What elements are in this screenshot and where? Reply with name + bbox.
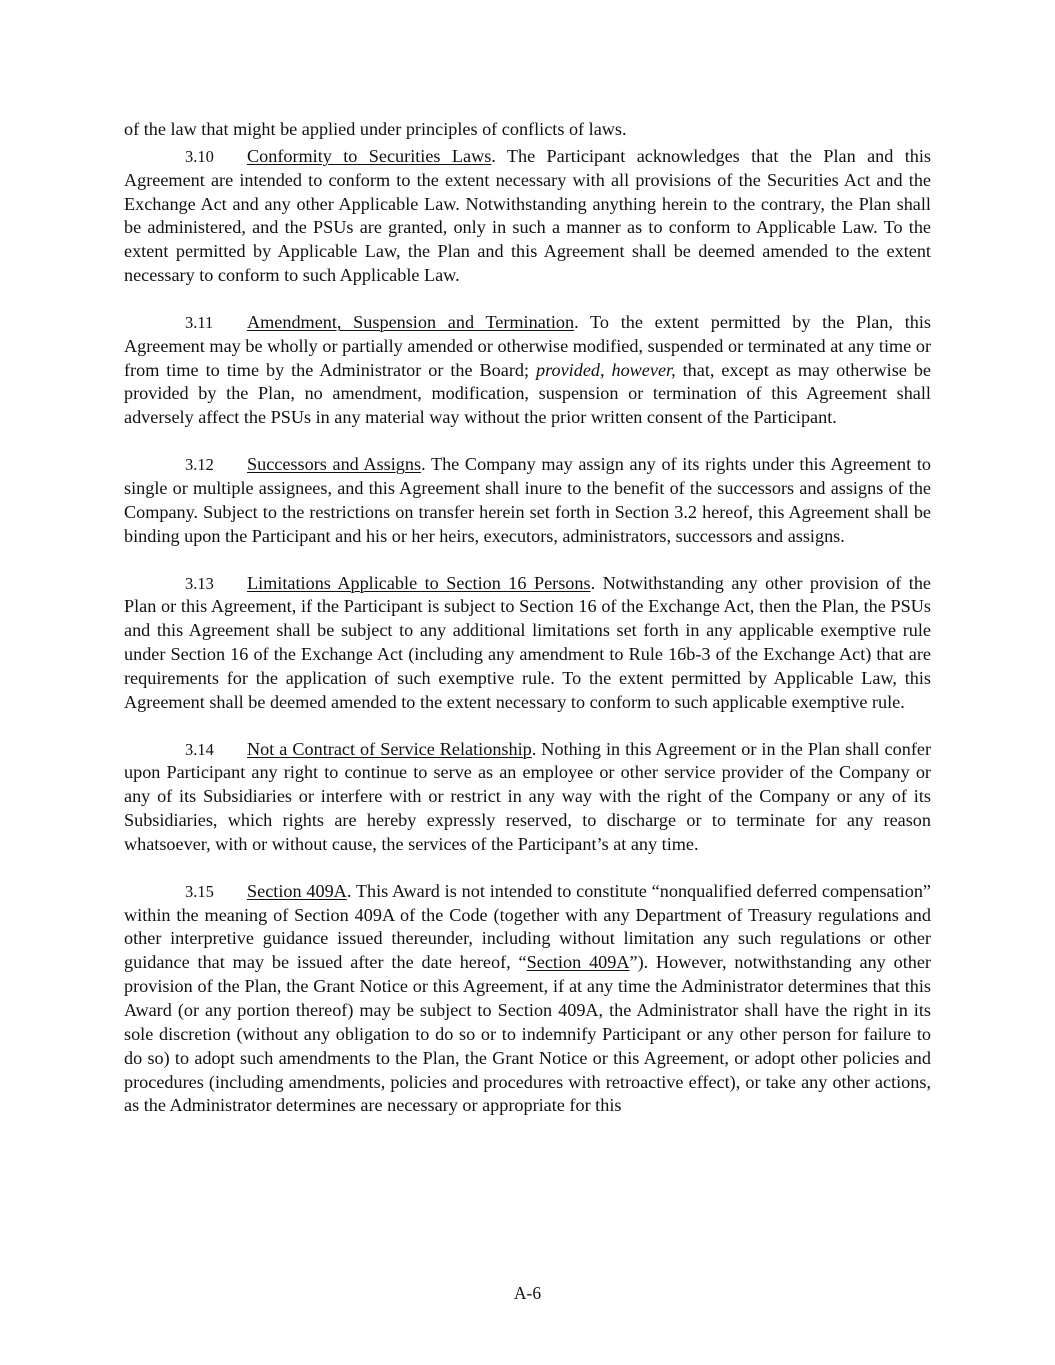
section-3-15 — [124, 880, 931, 1118]
section-number: 3.12 — [185, 455, 214, 475]
section-3-11 — [124, 311, 931, 430]
section-body-continued: ”). However, notwithstanding any other provision of the Plan, the Grant Notice or this Agreement, if at any time the Administrator determines that this Award (or any portion thereof) may be subject to Section 409A, the Administrator shall have the right in its sole discretion (without any obligation to do so or to indemnify Participant or any other person for failure to do so) to adopt such amendments to the Plan, the Grant Notice or this Agreement, or adopt other policies and procedures (including amendments, policies and procedures with retroactive effect), or take any other actions, as the Administrator determines are necessary or appropriate for this — [124, 952, 931, 1116]
section-heading: Not a Contract of Service Relationship — [247, 738, 532, 759]
section-heading: Successors and Assigns — [247, 454, 422, 475]
section-3-14 — [124, 738, 931, 857]
section-number: 3.14 — [185, 739, 214, 759]
section-heading: Section 409A — [247, 880, 347, 901]
continuation-paragraph: of the law that might be applied under principles of conflicts of laws. — [124, 119, 627, 139]
section-number: 3.15 — [185, 881, 214, 901]
section-number: 3.13 — [185, 573, 214, 593]
document-body — [124, 118, 931, 1118]
section-body: . The Company may assign any of its rights under this Agreement to single or multiple assignees, and this Agreement shall inure to the benefit of the successors and assigns of the Company. Subject to the restrictions on transfer herein set forth in Section 3.2 hereof, this Agreement shall be binding upon the Participant and his or her heirs, executors, administrators, successors and assigns. — [124, 454, 931, 546]
section-body: . This Award is not intended to constitute “nonqualified deferred compensation” within the meaning of Section 409A of the Code (together with any Department of Treasury regulations and other interpretive guidance issued thereunder, including without limitation any such regulations or other guidance that may be issued after the date hereof, “ — [124, 880, 931, 973]
section-heading: Limitations Applicable to Section 16 Persons — [247, 572, 591, 593]
italic-phrase: provided, however, — [536, 359, 676, 380]
page-number: A-6 — [513, 1283, 542, 1303]
section-body-continued: that, except as may otherwise be provided by the Plan, no amendment, modification, suspension or termination of this Agreement shall adversely affect the PSUs in any material way without the prior written consent of the Participant. — [124, 359, 931, 428]
defined-term: Section 409A — [526, 952, 630, 973]
section-number: 3.10 — [185, 146, 214, 166]
section-number: 3.11 — [185, 312, 214, 332]
section-3-10 — [124, 145, 931, 288]
section-3-12 — [124, 453, 931, 548]
section-body: . Nothing in this Agreement or in the Plan shall confer upon Participant any right to continue to serve as an employee or other service provider of the Company or any of its Subsidiaries or interfere with or restrict in any way with the right of the Company or any of its Subsidiaries, which rights are hereby expressly reserved, to discharge or to terminate for any reason whatsoever, with or without cause, the services of the Participant’s at any time. — [124, 738, 931, 854]
section-body: . To the extent permitted by the Plan, this Agreement may be wholly or partially amended or otherwise modified, suspended or terminated at any time or from time to time by the Administrator or the Board; — [124, 311, 931, 380]
section-heading: Conformity to Securities Laws — [247, 145, 492, 166]
section-3-13 — [124, 572, 931, 715]
section-body: . Notwithstanding any other provision of the Plan or this Agreement, if the Participant is subject to Section 16 of the Exchange Act, then the Plan, the PSUs and this Agreement shall be subject to any additional limitations set forth in any applicable exemptive rule under Section 16 of the Exchange Act (including any amendment to Rule 16b-3 of the Exchange Act) that are requirements for the application of such exemptive rule. To the extent permitted by Applicable Law, this Agreement shall be deemed amended to the extent necessary to conform to such applicable exemptive rule. — [124, 572, 931, 712]
section-body: . The Participant acknowledges that the Plan and this Agreement are intended to conform to the extent necessary with all provisions of the Securities Act and the Exchange Act and any other Applicable Law. Notwithstanding anything herein to the contrary, the Plan shall be administered, and the PSUs are granted, only in such a manner as to conform to Applicable Law. To the extent permitted by Applicable Law, the Plan and this Agreement shall be deemed amended to the extent necessary to conform to such Applicable Law. — [124, 145, 931, 286]
section-heading: Amendment, Suspension and Termination — [247, 311, 575, 332]
